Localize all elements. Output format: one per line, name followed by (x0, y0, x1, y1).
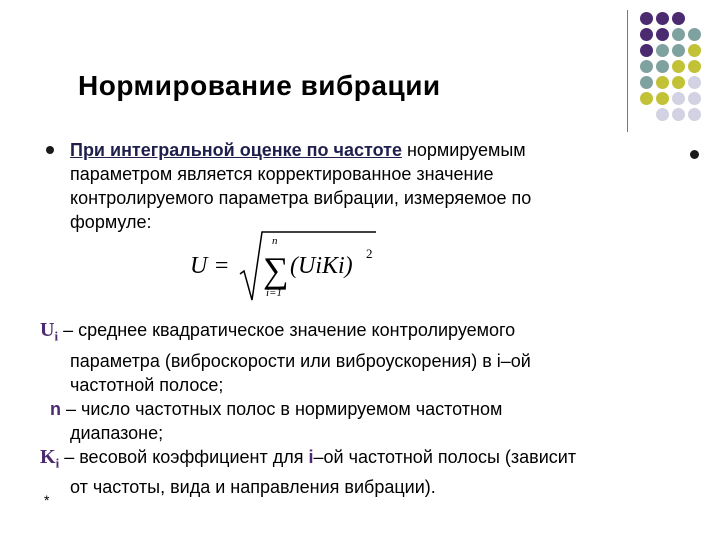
dot (672, 44, 685, 57)
list-bullet (46, 146, 54, 154)
dot (640, 76, 653, 89)
dot (688, 108, 701, 121)
paragraph-line: параметром является корректированное значение (70, 164, 494, 184)
dot (672, 60, 685, 73)
definition-text: частотной полосе; (70, 374, 224, 395)
dot (672, 28, 685, 41)
dot (672, 92, 685, 105)
paragraph-line: формуле: (70, 212, 152, 232)
footer-mark: * (44, 492, 50, 508)
formula-lhs: U = (190, 253, 230, 279)
formula-term: (UiKi) (290, 253, 353, 279)
definition-text: параметра (виброскорости или виброускорения) в i–ой (70, 350, 531, 371)
symbol-u-subscript: i (54, 328, 59, 344)
dot (640, 44, 653, 57)
paragraph-line: контролируемого параметра вибрации, измеряемое по (70, 188, 532, 208)
sum-sigma: ∑ (263, 250, 289, 290)
definition-text: диапазоне; (70, 422, 164, 443)
definition-text: – весовой коэффициент для (59, 446, 309, 467)
dot (688, 28, 701, 41)
definition-n (40, 397, 700, 421)
intro-paragraph (70, 138, 630, 234)
dot (672, 12, 685, 25)
dot (656, 108, 669, 121)
definition-k (40, 445, 700, 476)
dot (688, 44, 701, 57)
dot (656, 76, 669, 89)
dot (656, 44, 669, 57)
paragraph-line (70, 138, 630, 162)
dot (688, 92, 701, 105)
decorative-divider (627, 10, 628, 132)
symbol-n: n (50, 398, 61, 419)
dot (656, 92, 669, 105)
formula (190, 222, 390, 304)
symbol-u: U (40, 319, 55, 341)
definition-u (40, 318, 700, 349)
dot (672, 108, 685, 121)
dot (688, 60, 701, 73)
paragraph-text: нормируемым (401, 140, 526, 160)
sum-upper-limit: n (272, 235, 278, 247)
definitions (40, 318, 700, 499)
dot (656, 60, 669, 73)
definition-text: – число частотных полос в нормируемом частотном (61, 398, 503, 419)
decorative-bullet (690, 150, 699, 159)
dot (688, 76, 701, 89)
dot (656, 12, 669, 25)
dot (640, 60, 653, 73)
formula-exponent: 2 (366, 246, 373, 261)
dot (640, 28, 653, 41)
symbol-i: i (308, 446, 314, 467)
symbol-k-subscript: i (55, 455, 60, 471)
paragraph-lead: При интегральной оценке по частоте (70, 140, 402, 160)
definition-text: –ой частотной полосы (зависит (313, 446, 577, 467)
dot (656, 28, 669, 41)
sum-lower-limit: i=1 (266, 287, 282, 299)
slide-title: Нормирование вибрации (78, 70, 441, 101)
symbol-k: K (40, 445, 56, 468)
dot (640, 12, 653, 25)
dot (672, 76, 685, 89)
dot (640, 92, 653, 105)
definition-text: – среднее квадратическое значение контролируемого (58, 320, 516, 340)
definition-text: от частоты, вида и направления вибрации). (70, 477, 436, 498)
